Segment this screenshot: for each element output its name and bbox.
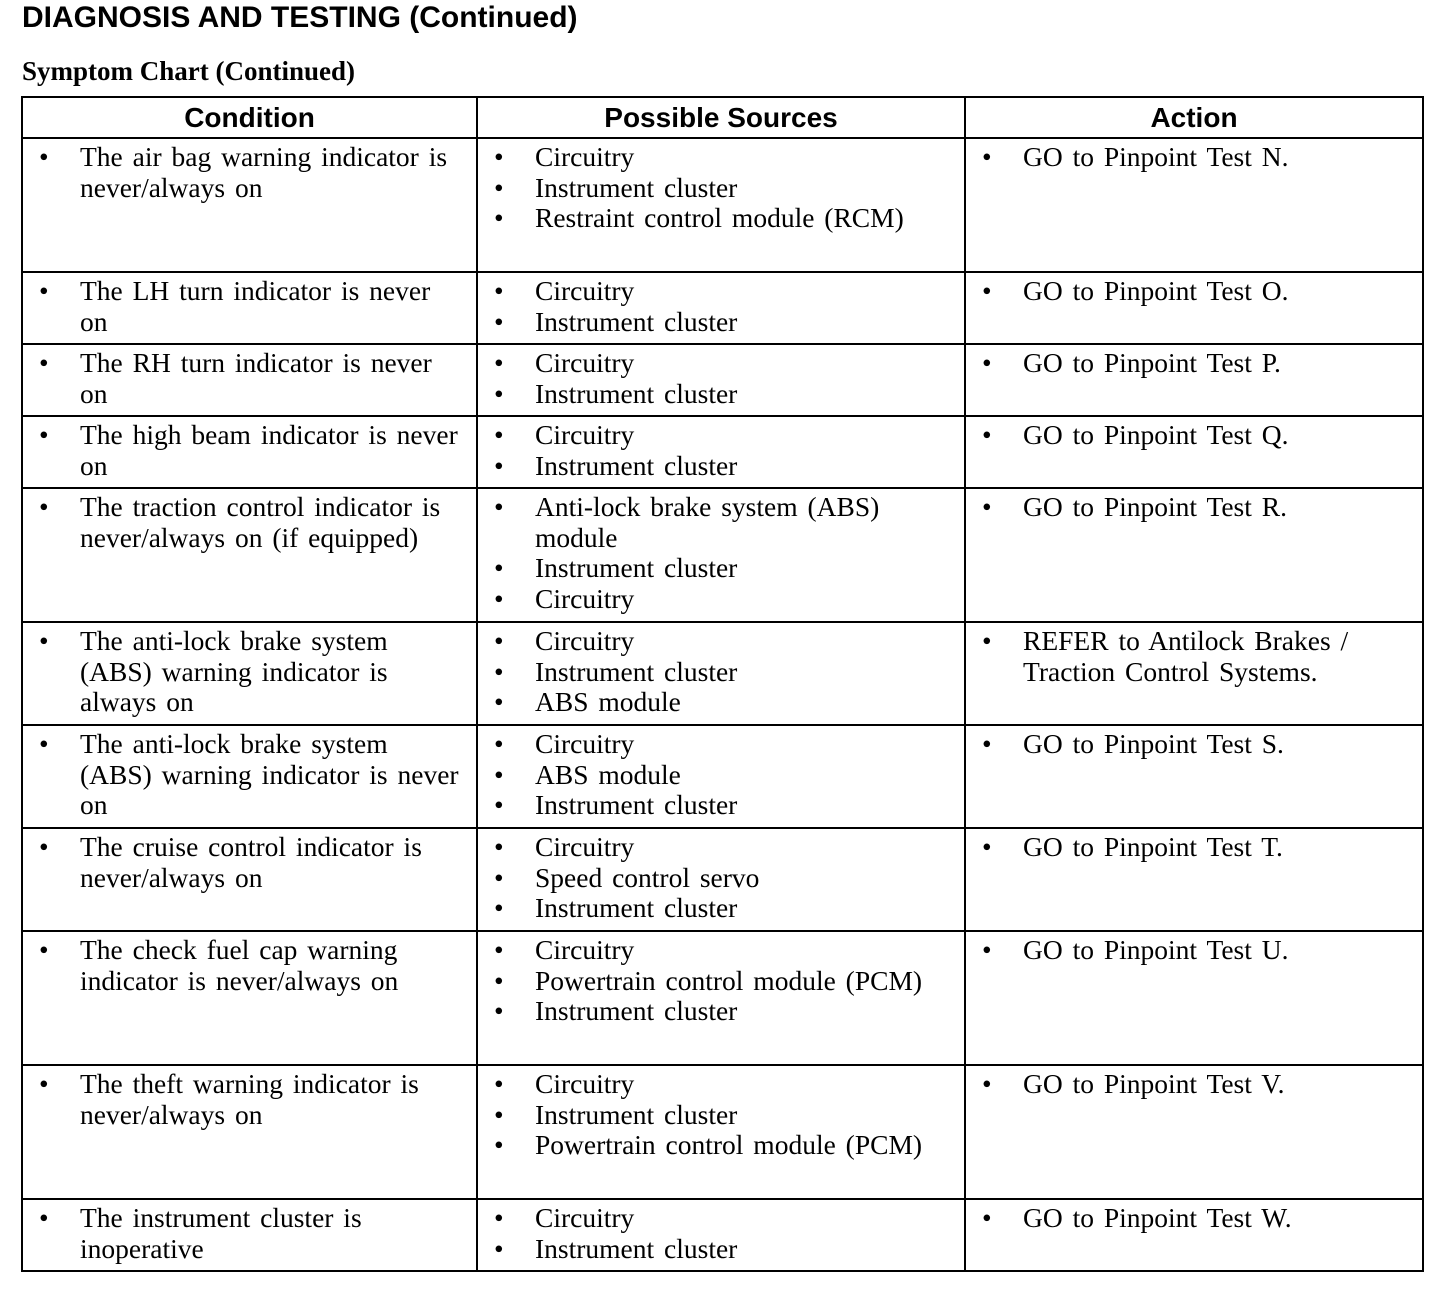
column-header-action: Action (965, 97, 1423, 138)
bullet-icon: • (494, 964, 504, 996)
table-row (22, 344, 1423, 416)
bullet-icon: • (494, 1202, 504, 1233)
list-item-text: ABS module (535, 686, 681, 718)
list-item-text: Instrument cluster (535, 171, 738, 203)
list-item (494, 1100, 952, 1131)
list-item-text: The theft warning indicator is never/always on (80, 1068, 419, 1130)
bullet-list (494, 348, 952, 409)
list-item (982, 729, 1410, 760)
table-row (22, 828, 1423, 931)
bullet-icon: • (494, 831, 504, 862)
condition-cell (22, 416, 477, 488)
bullet-icon: • (39, 275, 49, 306)
list-item-text: Circuitry (535, 275, 635, 306)
list-item (982, 832, 1410, 863)
list-item-text: Circuitry (535, 934, 635, 965)
list-item-text: Instrument cluster (535, 789, 738, 821)
action-cell (965, 622, 1423, 725)
action-cell (965, 1199, 1423, 1271)
list-item-text: GO to Pinpoint Test N. (1023, 141, 1289, 172)
list-item (494, 276, 952, 307)
bullet-list (39, 142, 464, 203)
column-header-possible-sources: Possible Sources (477, 97, 965, 138)
list-item-text: Instrument cluster (535, 449, 738, 481)
list-item (39, 420, 464, 481)
bullet-list (494, 935, 952, 1027)
list-item-text: Instrument cluster (535, 1098, 738, 1130)
possible-sources-cell (477, 931, 965, 1065)
list-item (39, 729, 464, 821)
bullet-icon: • (494, 758, 504, 790)
list-item (494, 492, 952, 553)
bullet-icon: • (494, 995, 504, 1027)
list-item-text: Instrument cluster (535, 655, 738, 687)
list-item-text: GO to Pinpoint Test O. (1023, 275, 1289, 306)
list-item-text: Circuitry (535, 582, 635, 614)
bullet-list (39, 832, 464, 893)
list-item (982, 935, 1410, 966)
condition-cell (22, 1199, 477, 1271)
bullet-list (982, 935, 1410, 966)
list-item-text: GO to Pinpoint Test R. (1023, 491, 1287, 522)
list-item-text: The high beam indicator is never on (80, 419, 458, 481)
list-item (494, 996, 952, 1027)
bullet-icon: • (39, 419, 49, 450)
list-item-text: The cruise control indicator is never/always on (80, 831, 422, 893)
list-item (982, 1203, 1410, 1234)
list-item (494, 687, 952, 718)
bullet-list (982, 276, 1410, 307)
possible-sources-cell (477, 725, 965, 828)
table-row (22, 725, 1423, 828)
list-item-text: Instrument cluster (535, 305, 738, 337)
list-item (494, 626, 952, 657)
action-cell (965, 931, 1423, 1065)
list-item-text: Circuitry (535, 347, 635, 378)
bullet-icon: • (494, 728, 504, 759)
action-cell (965, 488, 1423, 622)
bullet-list (494, 420, 952, 481)
action-cell (965, 272, 1423, 344)
list-item-text: The traction control indicator is never/always on (if equipped) (80, 491, 441, 553)
bullet-icon: • (39, 141, 49, 172)
bullet-icon: • (39, 934, 49, 965)
bullet-list (39, 492, 464, 553)
bullet-icon: • (39, 1068, 49, 1099)
list-item-text: Powertrain control module (PCM) (535, 1129, 923, 1161)
list-item (982, 276, 1410, 307)
list-item-text: GO to Pinpoint Test Q. (1023, 419, 1289, 450)
bullet-icon: • (494, 686, 504, 718)
list-item-text: REFER to Antilock Brakes / Traction Control Systems. (1023, 625, 1349, 687)
bullet-icon: • (982, 1068, 992, 1099)
action-cell (965, 138, 1423, 272)
list-item (494, 1234, 952, 1265)
bullet-icon: • (494, 861, 504, 893)
list-item-text: GO to Pinpoint Test P. (1023, 347, 1281, 378)
bullet-list (982, 348, 1410, 379)
possible-sources-cell (477, 138, 965, 272)
bullet-icon: • (39, 831, 49, 862)
bullet-icon: • (494, 419, 504, 450)
bullet-icon: • (982, 141, 992, 172)
bullet-icon: • (982, 275, 992, 306)
table-body (22, 138, 1423, 1271)
section-title: DIAGNOSIS AND TESTING (Continued) (22, 1, 578, 34)
condition-cell (22, 344, 477, 416)
bullet-icon: • (982, 1202, 992, 1233)
possible-sources-cell (477, 828, 965, 931)
bullet-list (982, 832, 1410, 863)
table-header-row (22, 97, 1423, 138)
bullet-icon: • (494, 305, 504, 337)
bullet-icon: • (494, 377, 504, 409)
bullet-icon: • (494, 1098, 504, 1130)
list-item (494, 173, 952, 204)
list-item (494, 893, 952, 924)
list-item (494, 966, 952, 997)
bullet-icon: • (982, 934, 992, 965)
bullet-list (494, 142, 952, 234)
list-item-text: Circuitry (535, 141, 635, 172)
bullet-icon: • (494, 934, 504, 965)
list-item-text: Restraint control module (RCM) (535, 202, 904, 234)
list-item (39, 832, 464, 893)
list-item (494, 379, 952, 410)
list-item (982, 142, 1410, 173)
bullet-icon: • (494, 552, 504, 584)
list-item (494, 832, 952, 863)
bullet-list (982, 492, 1410, 523)
list-item (494, 1069, 952, 1100)
bullet-list (494, 832, 952, 924)
bullet-list (982, 626, 1410, 687)
bullet-icon: • (494, 202, 504, 234)
bullet-icon: • (982, 831, 992, 862)
list-item (39, 626, 464, 718)
list-item-text: Instrument cluster (535, 995, 738, 1027)
table-row (22, 488, 1423, 622)
list-item-text: Circuitry (535, 419, 635, 450)
list-item (39, 276, 464, 337)
list-item-text: Circuitry (535, 625, 635, 656)
list-item-text: The anti-lock brake system (ABS) warning indicator is always on (80, 625, 388, 718)
table-row (22, 931, 1423, 1065)
bullet-icon: • (494, 892, 504, 924)
bullet-list (494, 1069, 952, 1161)
condition-cell (22, 725, 477, 828)
bullet-list (982, 420, 1410, 451)
bullet-list (982, 1203, 1410, 1234)
list-item (494, 935, 952, 966)
list-item (39, 1069, 464, 1130)
bullet-icon: • (39, 728, 49, 759)
bullet-list (982, 729, 1410, 760)
condition-cell (22, 272, 477, 344)
bullet-icon: • (982, 728, 992, 759)
table-row (22, 416, 1423, 488)
bullet-list (494, 276, 952, 337)
bullet-icon: • (494, 582, 504, 614)
list-item-text: GO to Pinpoint Test S. (1023, 728, 1284, 759)
action-cell (965, 828, 1423, 931)
list-item (494, 420, 952, 451)
bullet-list (982, 1069, 1410, 1100)
bullet-icon: • (494, 347, 504, 378)
list-item-text: The instrument cluster is inoperative (80, 1202, 362, 1264)
list-item (39, 142, 464, 203)
list-item (982, 492, 1410, 523)
condition-cell (22, 622, 477, 725)
column-header-condition: Condition (22, 97, 477, 138)
table-row (22, 138, 1423, 272)
list-item-text: The check fuel cap warning indicator is never/always on (80, 934, 399, 996)
possible-sources-cell (477, 1065, 965, 1199)
bullet-icon: • (982, 419, 992, 450)
possible-sources-cell (477, 416, 965, 488)
list-item (494, 863, 952, 894)
list-item (39, 492, 464, 553)
list-item-text: Anti-lock brake system (ABS) module (535, 491, 880, 553)
bullet-icon: • (494, 275, 504, 306)
action-cell (965, 725, 1423, 828)
bullet-icon: • (494, 1232, 504, 1264)
bullet-icon: • (39, 625, 49, 656)
list-item-text: GO to Pinpoint Test V. (1023, 1068, 1285, 1099)
bullet-list (982, 142, 1410, 173)
condition-cell (22, 488, 477, 622)
list-item (982, 420, 1410, 451)
possible-sources-cell (477, 344, 965, 416)
bullet-list (39, 348, 464, 409)
possible-sources-cell (477, 488, 965, 622)
list-item-text: ABS module (535, 758, 681, 790)
bullet-icon: • (494, 625, 504, 656)
bullet-icon: • (494, 449, 504, 481)
list-item-text: Powertrain control module (PCM) (535, 964, 923, 996)
list-item-text: Circuitry (535, 831, 635, 862)
list-item-text: Circuitry (535, 1068, 635, 1099)
list-item (494, 451, 952, 482)
condition-cell (22, 138, 477, 272)
bullet-icon: • (494, 141, 504, 172)
bullet-icon: • (494, 1068, 504, 1099)
list-item (982, 626, 1410, 687)
list-item (494, 142, 952, 173)
condition-cell (22, 1065, 477, 1199)
list-item-text: GO to Pinpoint Test T. (1023, 831, 1283, 862)
bullet-icon: • (494, 789, 504, 821)
action-cell (965, 416, 1423, 488)
bullet-list (494, 626, 952, 718)
symptom-chart-table (21, 96, 1424, 1272)
list-item-text: Instrument cluster (535, 892, 738, 924)
list-item (982, 1069, 1410, 1100)
list-item-text: Instrument cluster (535, 377, 738, 409)
bullet-list (494, 1203, 952, 1264)
list-item-text: GO to Pinpoint Test W. (1023, 1202, 1292, 1233)
bullet-icon: • (494, 491, 504, 522)
bullet-list (39, 1203, 464, 1264)
condition-cell (22, 931, 477, 1065)
list-item (494, 790, 952, 821)
bullet-icon: • (494, 1129, 504, 1161)
bullet-icon: • (494, 655, 504, 687)
bullet-icon: • (982, 625, 992, 656)
action-cell (965, 344, 1423, 416)
list-item (494, 657, 952, 688)
table-row (22, 1065, 1423, 1199)
list-item-text: The LH turn indicator is never on (80, 275, 431, 337)
possible-sources-cell (477, 272, 965, 344)
bullet-list (39, 1069, 464, 1130)
table-row (22, 1199, 1423, 1271)
list-item (494, 553, 952, 584)
list-item-text: The anti-lock brake system (ABS) warning indicator is never on (80, 728, 459, 821)
list-item (39, 935, 464, 996)
list-item-text: Circuitry (535, 728, 635, 759)
list-item (39, 1203, 464, 1264)
list-item (39, 348, 464, 409)
bullet-list (494, 729, 952, 821)
action-cell (965, 1065, 1423, 1199)
list-item (494, 1203, 952, 1234)
bullet-icon: • (39, 491, 49, 522)
list-item (982, 348, 1410, 379)
list-item (494, 729, 952, 760)
list-item-text: Instrument cluster (535, 1232, 738, 1264)
list-item (494, 307, 952, 338)
bullet-list (39, 420, 464, 481)
list-item-text: GO to Pinpoint Test U. (1023, 934, 1289, 965)
list-item (494, 584, 952, 615)
chart-subtitle: Symptom Chart (Continued) (22, 56, 356, 86)
bullet-icon: • (39, 1202, 49, 1233)
bullet-list (39, 626, 464, 718)
bullet-list (494, 492, 952, 614)
list-item-text: The RH turn indicator is never on (80, 347, 432, 409)
bullet-list (39, 729, 464, 821)
list-item (494, 1130, 952, 1161)
bullet-icon: • (982, 347, 992, 378)
bullet-icon: • (982, 491, 992, 522)
list-item-text: Instrument cluster (535, 552, 738, 584)
possible-sources-cell (477, 622, 965, 725)
bullet-icon: • (39, 347, 49, 378)
list-item (494, 348, 952, 379)
list-item-text: Speed control servo (535, 861, 760, 893)
bullet-list (39, 276, 464, 337)
list-item (494, 203, 952, 234)
table-row (22, 622, 1423, 725)
list-item-text: The air bag warning indicator is never/always on (80, 141, 448, 203)
bullet-list (39, 935, 464, 996)
list-item (494, 760, 952, 791)
possible-sources-cell (477, 1199, 965, 1271)
bullet-icon: • (494, 171, 504, 203)
condition-cell (22, 828, 477, 931)
list-item-text: Circuitry (535, 1202, 635, 1233)
table-row (22, 272, 1423, 344)
